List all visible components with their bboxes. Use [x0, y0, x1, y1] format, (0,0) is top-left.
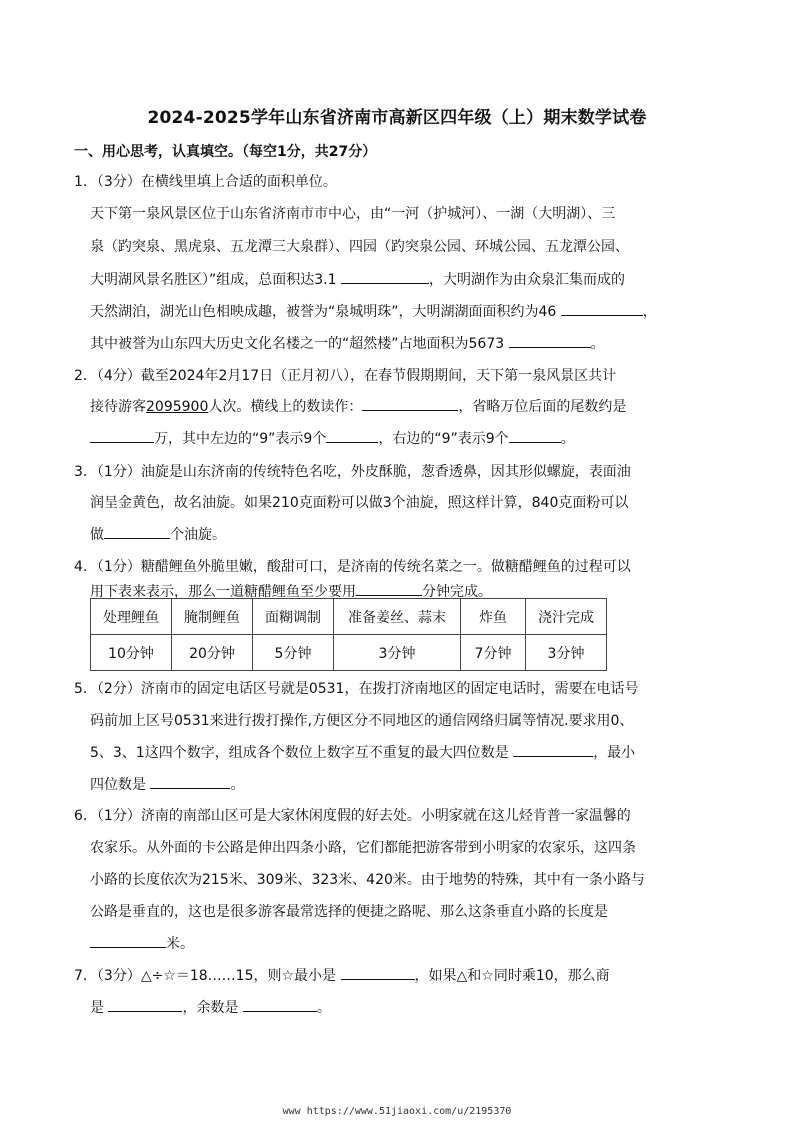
- q5-line4: [90, 775, 244, 795]
- q6-line1: 6．（1分）济南的南部山区可是大家休闲度假的好去处。小明家就在这儿烃肯普一家温馨的: [74, 808, 631, 824]
- q1-blank2[interactable]: [561, 303, 643, 316]
- q1-line6-tail: 。: [590, 336, 605, 352]
- page-title: 2024-2025学年山东省济南市高新区四年级（上）期末数学试卷: [147, 108, 647, 128]
- q7-line1: [74, 966, 610, 986]
- q2-blank4[interactable]: [509, 430, 561, 443]
- q2-line1: 2．（4分）截至2024年2月17日（正月初八），在春节假期期间，天下第一泉风景区共计: [74, 368, 617, 384]
- q1-line4-tail: ，大明湖作为由众泉汇集而成的: [428, 272, 625, 288]
- q5-blank1[interactable]: [513, 744, 593, 757]
- table-header-row: [91, 599, 607, 635]
- q3-line3-text: 做: [90, 527, 104, 543]
- q6-line3: 小路的长度依次为215米、309米、323米、420米。由于地势的特殊，其中有一条小路与: [90, 872, 645, 888]
- table-cell: 10分钟: [91, 635, 172, 671]
- q6-line2: 农家乐。从外面的卡公路是伸出四条小路，它们都能把游客带到小明家的农家乐，这四条: [90, 840, 636, 856]
- q4-line2-text: 用下表来表示，那么一道糖醋鲤鱼至少要用: [90, 584, 356, 600]
- table-cell: 5分钟: [253, 635, 334, 671]
- q4-blank1[interactable]: [356, 583, 422, 596]
- q7-line2-mid: ，余数是: [182, 1000, 239, 1016]
- q3-line1: 3．（1分）油旋是山东济南的传统特色名吃，外皮酥脆，葱香透鼻，因其形似螺旋，表面油: [74, 464, 631, 480]
- q2-line2-mid: 人次。横线上的数读作：: [208, 399, 363, 415]
- q1-blank1[interactable]: [341, 271, 429, 284]
- q6-line5-text: 米。: [166, 936, 194, 952]
- q2-line3-text: 万，其中左边的“9”表示9个: [154, 431, 327, 447]
- q1-line4: [90, 270, 625, 290]
- table-cell: 3分钟: [334, 635, 461, 671]
- q4-line1: 4．（1分）糖醋鲤鱼外脆里嫩，酸甜可口，是济南的传统名菜之一。做糖醋鲤鱼的过程可以: [74, 559, 631, 575]
- q1-line2: 天下第一泉风景区位于山东省济南市市中心，由“一河（护城河）、一湖（大明湖）、三: [90, 206, 616, 222]
- footer-watermark: www https://www.51jiaoxi.com/u/2195370: [282, 1106, 512, 1117]
- q2-line2: [90, 397, 626, 417]
- q5-line2: 码前加上区号0531来进行拨打操作,方便区分不同地区的通信网络归属等情况.要求用0、: [90, 713, 634, 729]
- q5-line3-text: 5、3、1这四个数字，组成各个数位上数字互不重复的最大四位数是: [90, 745, 509, 761]
- q1-line1: 1．（3分）在横线里填上合适的面积单位。: [74, 174, 337, 190]
- q2-blank1[interactable]: [362, 398, 458, 411]
- q7-line2-tail: 。: [316, 1000, 331, 1016]
- q2-line2-tail: ，省略万位后面的尾数约是: [458, 399, 627, 415]
- q5-line3-tail: ，最小: [593, 745, 636, 761]
- table-cell: 3分钟: [526, 635, 607, 671]
- q1-blank3[interactable]: [509, 335, 591, 348]
- section-heading: 一、用心思考，认真填空。（每空1分，共27分）: [74, 144, 377, 160]
- table-header-cell: 炸鱼: [461, 599, 526, 635]
- q6-blank1[interactable]: [90, 935, 166, 948]
- q1-line4-text: 大明湖风景名胜区）”组成，总面积达3.1: [90, 272, 337, 288]
- q1-line6: [90, 334, 605, 354]
- q7-line1-text: 7．（3分）△÷☆＝18……15，则☆最小是: [74, 968, 337, 984]
- cooking-steps-table: [90, 598, 607, 671]
- q5-line1: 5．（2分）济南市的固定电话区号就是0531，在拨打济南地区的固定电话时，需要在电话号: [74, 681, 639, 697]
- table-header-cell: 处理鲤鱼: [91, 599, 172, 635]
- q5-blank2[interactable]: [150, 776, 230, 789]
- q6-line4: 公路是垂直的，这也是很多游客最常选择的便捷之路呢、那么这条垂直小路的长度是: [90, 904, 608, 920]
- q3-blank1[interactable]: [104, 526, 170, 539]
- q2-line3-tail: 。: [560, 431, 575, 447]
- q6-line5: [90, 934, 194, 954]
- q7-blank3[interactable]: [243, 999, 317, 1012]
- q2-blank2[interactable]: [90, 430, 154, 443]
- q2-line2-text: 接待游客: [90, 399, 146, 415]
- q5-line4-tail: 。: [230, 777, 245, 793]
- q2-line3-mid: ，右边的“9”表示9个: [378, 431, 509, 447]
- q7-blank1[interactable]: [341, 967, 415, 980]
- table-header-cell: 腌制鲤鱼: [172, 599, 253, 635]
- q2-number: 2095900: [146, 399, 209, 415]
- q1-line6-text: 其中被誉为山东四大历史文化名楼之一的“超然楼”占地面积为5673: [90, 336, 505, 352]
- q7-blank2[interactable]: [108, 999, 182, 1012]
- q2-blank3[interactable]: [326, 430, 378, 443]
- table-header-cell: 准备姜丝、蒜末: [334, 599, 461, 635]
- table-header-cell: 面糊调制: [253, 599, 334, 635]
- q1-line5: [90, 302, 657, 322]
- q3-line3: [90, 525, 226, 545]
- q2-line3: [90, 429, 575, 449]
- table-header-cell: 浇汁完成: [526, 599, 607, 635]
- q1-line5-text: 天然湖泊，湖光山色相映成趣，被誉为“泉城明珠”，大明湖湖面面积约为46: [90, 304, 557, 320]
- q3-line3-tail: 个油旋。: [170, 527, 226, 543]
- q7-line1-tail: ，如果△和☆同时乘10，那么商: [414, 968, 610, 984]
- q5-line3: [90, 743, 635, 763]
- q7-line2: [90, 998, 331, 1018]
- table-row: [91, 635, 607, 671]
- q4-line2-tail: 分钟完成。: [422, 584, 492, 600]
- q3-line2: 润呈金黄色，故名油旋。如果210克面粉可以做3个油旋，照这样计算，840克面粉可以: [90, 495, 629, 511]
- q5-line4-text: 四位数是: [90, 777, 146, 793]
- q1-line3: 泉（趵突泉、黑虎泉、五龙潭三大泉群）、四园（趵突泉公园、环城公园、五龙潭公园、: [90, 239, 629, 255]
- table-cell: 20分钟: [172, 635, 253, 671]
- q1-line5-tail: ，: [642, 304, 657, 320]
- table-cell: 7分钟: [461, 635, 526, 671]
- q7-line2-text: 是: [90, 1000, 104, 1016]
